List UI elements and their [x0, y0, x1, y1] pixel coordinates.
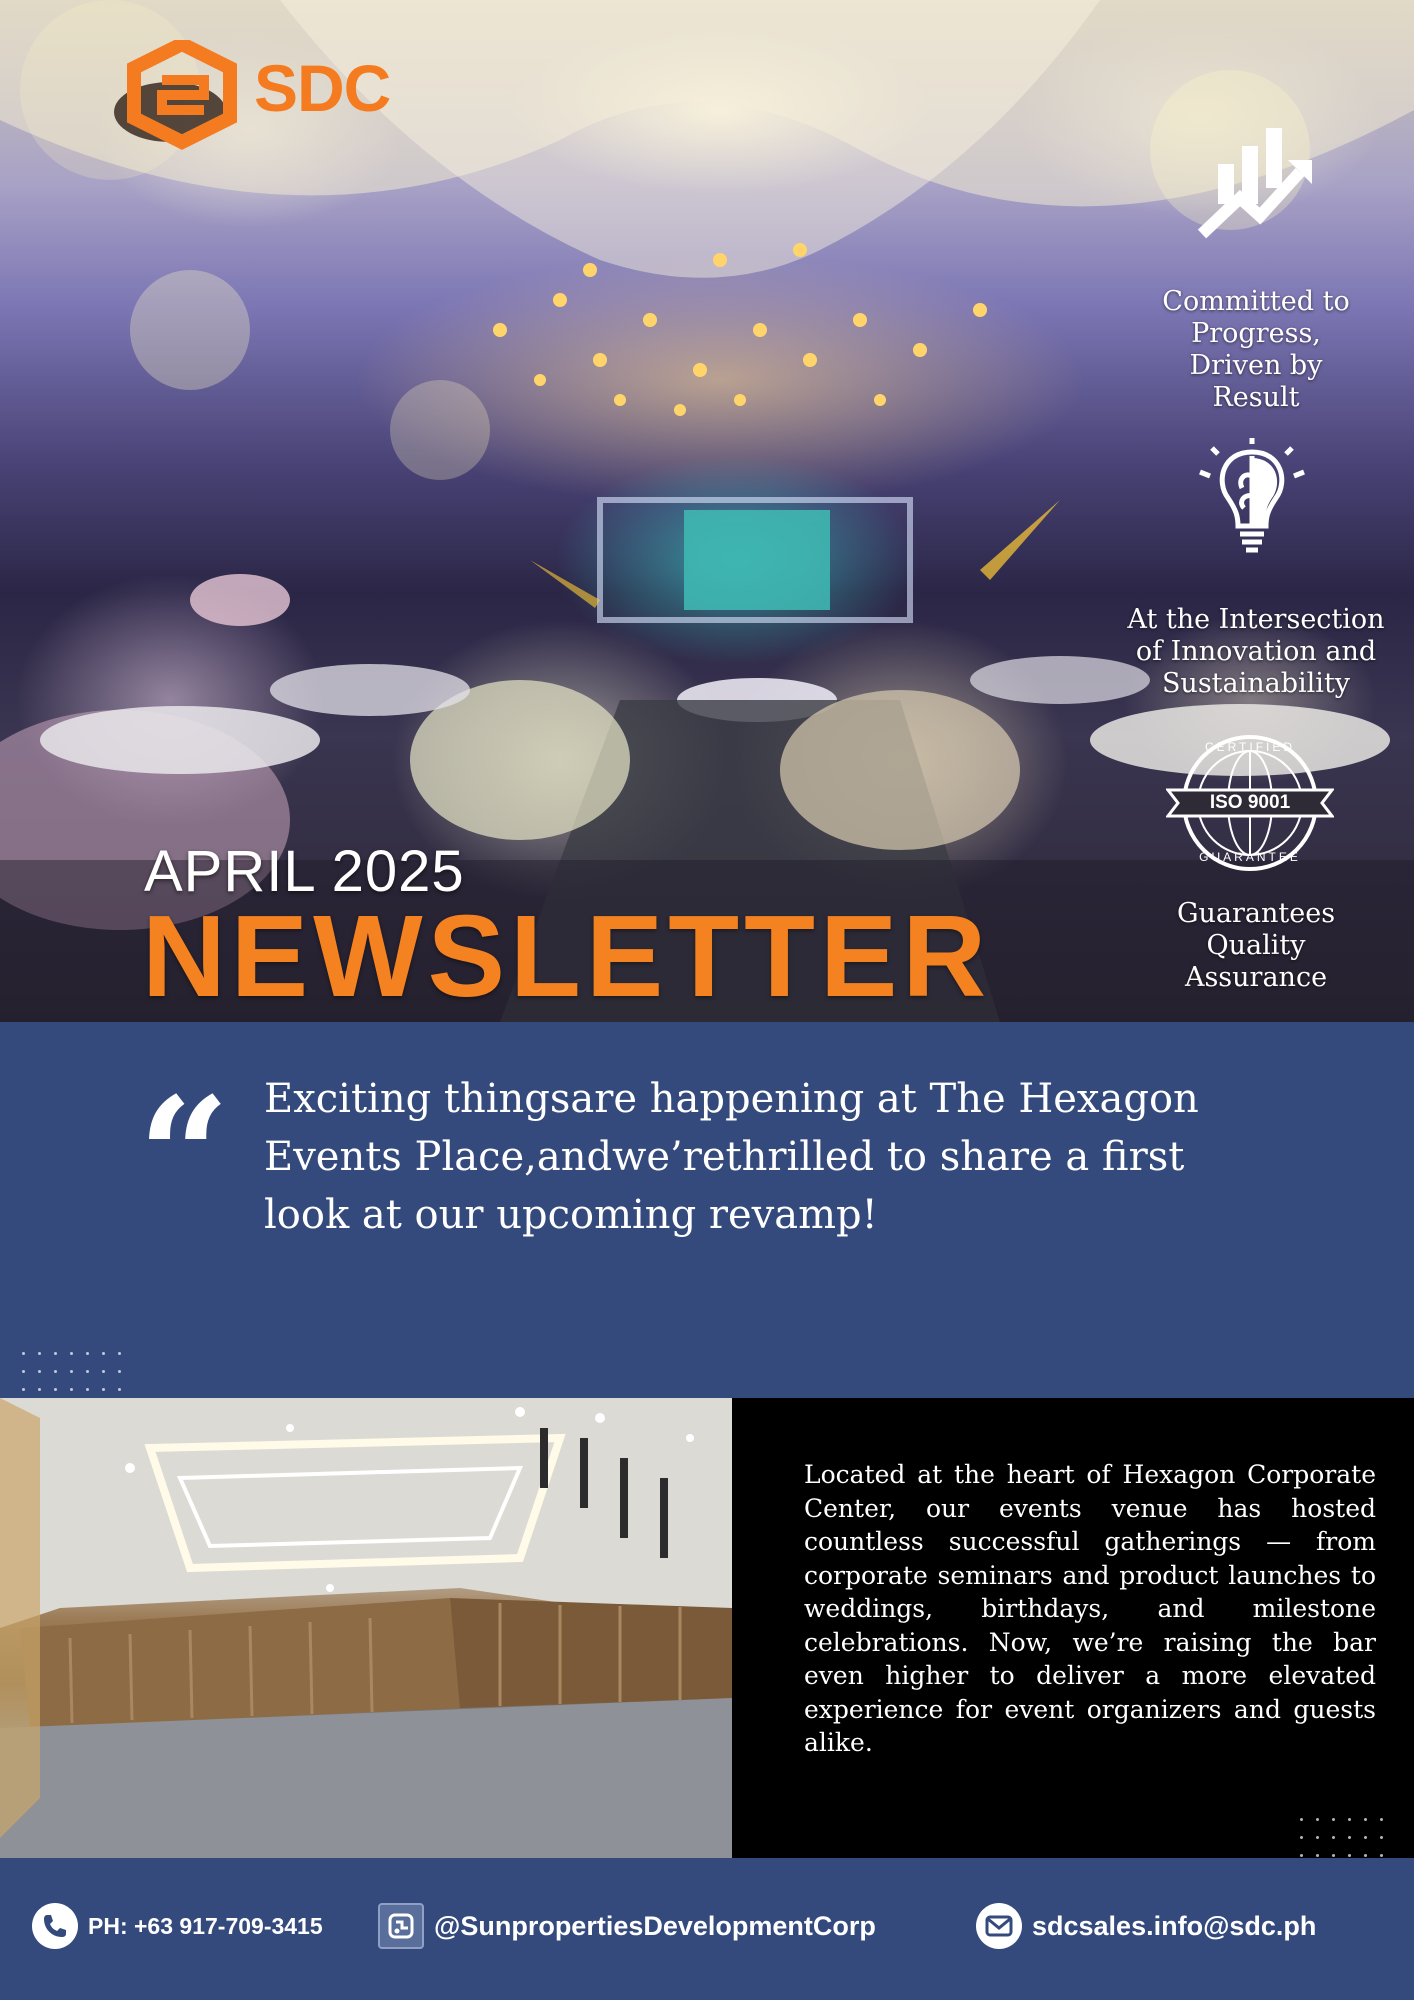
function-room-photo — [0, 1398, 732, 1858]
newsletter-title: NEWSLETTER — [142, 891, 992, 1021]
social-handle-icon — [378, 1903, 424, 1949]
tagline-quality: Guarantees Quality Assurance — [1176, 898, 1336, 993]
lightbulb-brain-icon — [1192, 436, 1312, 560]
issue-date: APRIL 2025 — [144, 839, 465, 904]
social-handle: @SunpropertiesDevelopmentCorp — [434, 1910, 876, 1941]
email-contact[interactable] — [976, 1902, 1316, 1950]
iso-seal-bottom-text: GUARANTEE — [1199, 850, 1301, 864]
sdc-logo — [112, 40, 412, 150]
phone-contact[interactable] — [32, 1902, 323, 1950]
iso-9001-seal-icon — [1166, 734, 1334, 872]
iso-seal-top-text: CERTIFIED — [1204, 740, 1296, 754]
tagline-progress: Committed to Progress, Driven by Result — [1162, 286, 1350, 413]
iso-seal-center-text: ISO 9001 — [1209, 792, 1291, 813]
venue-description: Located at the heart of Hexagon Corporate Center, our events venue has hosted countless successful gatherings — from corporate seminars and product launches to weddings, birthdays, and milestone celebrations. Now, we’re raising the bar even higher to deliver a more elevated experience for event organizers and guests alike. — [804, 1460, 1376, 1757]
logo-text: SDC — [254, 51, 391, 125]
quote-band — [0, 1022, 1414, 1398]
decorative-dot-grid — [22, 1352, 122, 1396]
intro-quote: Exciting thingsare happening at The Hexagon Events Place,andwe’rethrilled to share a first look at our upcoming revamp! — [264, 1076, 1199, 1238]
tagline-innovation: At the Intersection of Innovation and Sustainability — [1127, 604, 1385, 699]
social-contact[interactable] — [378, 1902, 876, 1950]
email-icon — [976, 1903, 1022, 1949]
phone-number: PH: +63 917-709-3415 — [88, 1912, 323, 1939]
quote-mark-icon: “ — [138, 1062, 231, 1250]
contact-footer — [0, 1858, 1414, 2000]
description-panel — [732, 1398, 1414, 1858]
growth-chart-icon — [1196, 124, 1312, 240]
phone-icon — [32, 1903, 78, 1949]
email-address: sdcsales.info@sdc.ph — [1032, 1910, 1317, 1941]
